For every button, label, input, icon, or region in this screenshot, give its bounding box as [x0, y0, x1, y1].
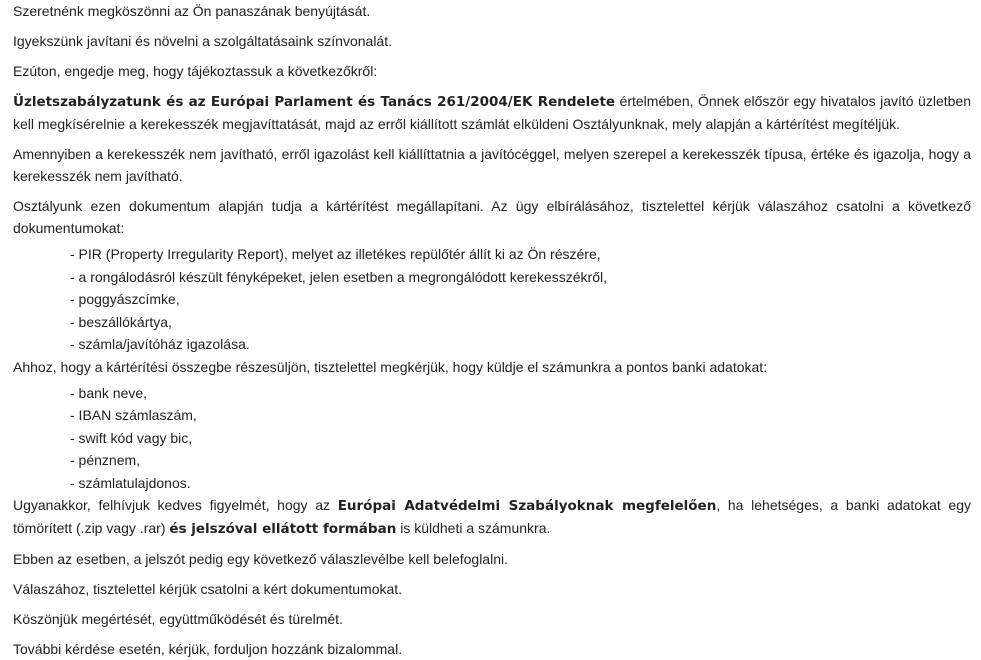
- data-protection-bold-1: Európai Adatvédelmi Szabályoknak megfelelően: [337, 498, 717, 514]
- thanks-patience-paragraph: Köszönjük megértését, együttműködését és türelmét.: [13, 611, 343, 627]
- list-item: - poggyászcímke,: [70, 291, 180, 307]
- data-protection-text-1: Ugyanakkor, felhívjuk kedves figyelmét, hogy az: [13, 497, 338, 513]
- thanks-paragraph: Szeretnénk megköszönni az Ön panaszának benyújtását.: [13, 3, 371, 19]
- contact-paragraph: További kérdése esetén, kérjük, forduljon hozzánk bizalommal.: [13, 641, 403, 657]
- list-item: - IBAN számlaszám,: [70, 407, 197, 423]
- regulation-paragraph: [13, 90, 971, 135]
- list-item: - bank neve,: [70, 384, 148, 401]
- inform-paragraph: Ezúton, engedje meg, hogy tájékoztassuk a következőkről:: [13, 63, 378, 79]
- list-item: - számlatulajdonos.: [70, 474, 191, 491]
- regulation-bold-text: Üzletszabályzatunk és az Európai Parlament és Tanács 261/2004/EK Rendelete: [13, 94, 616, 110]
- documents-list: [13, 243, 971, 356]
- regulation-text: értelmében, Önnek először egy hivatalos javító üzletben kell megkísérelnie a kerekesszék megjavíttatását, majd az erről kiállított számlát elküldeni Osztályunknak, mely alapján a kártérítést megítéljük.: [13, 93, 971, 132]
- data-protection-text-2: , ha lehetséges, a banki adatokat egy tömörített (.zip vagy .rar): [13, 497, 971, 536]
- not-repairable-paragraph: Amennyiben a kerekesszék nem javítható, erről igazolást kell kiállíttatnia a javítócéggel, melyen szerepel a kerekesszék típusa, értéke és igazolja, hogy a kerekesszék nem javítható.: [13, 146, 971, 184]
- list-item: - beszállókártya,: [70, 313, 172, 330]
- data-protection-text-3: is küldheti a számunkra.: [396, 520, 551, 536]
- bank-intro-paragraph: Ahhoz, hogy a kártérítési összegbe részesüljön, tisztelettel megkérjük, hogy küldje el számunkra a pontos banki adatokat:: [13, 358, 768, 375]
- attach-paragraph: Válaszához, tisztelettel kérjük csatolni a kért dokumentumokat.: [13, 581, 403, 597]
- list-item: - swift kód vagy bic,: [70, 429, 193, 446]
- bank-details-list: [13, 382, 971, 495]
- list-item: - pénznem,: [70, 452, 141, 468]
- list-item: - PIR (Property Irregularity Report), melyet az illetékes repülőtér állít ki az Ön részére,: [70, 246, 601, 262]
- password-paragraph: Ebben az esetben, a jelszót pedig egy következő válaszlevélbe kell belefoglalni.: [13, 551, 508, 567]
- improve-paragraph: Igyekszünk javítani és növelni a szolgáltatásaink színvonalát.: [13, 33, 392, 49]
- list-item: - a rongálodásról készült fényképeket, jelen esetben a megrongálódott kerekesszékről,: [70, 268, 607, 285]
- list-item: - számla/javítóház igazolása.: [70, 336, 250, 352]
- documents-intro-paragraph: Osztályunk ezen dokumentum alapján tudja a kártérítést megállapítani. Az ügy elbírálásához, tisztelettel kérjük válaszához csatolni a következő dokumentumokat:: [13, 198, 971, 236]
- data-protection-paragraph: [13, 494, 971, 540]
- data-protection-bold-2: és jelszóval ellátott formában: [169, 521, 397, 537]
